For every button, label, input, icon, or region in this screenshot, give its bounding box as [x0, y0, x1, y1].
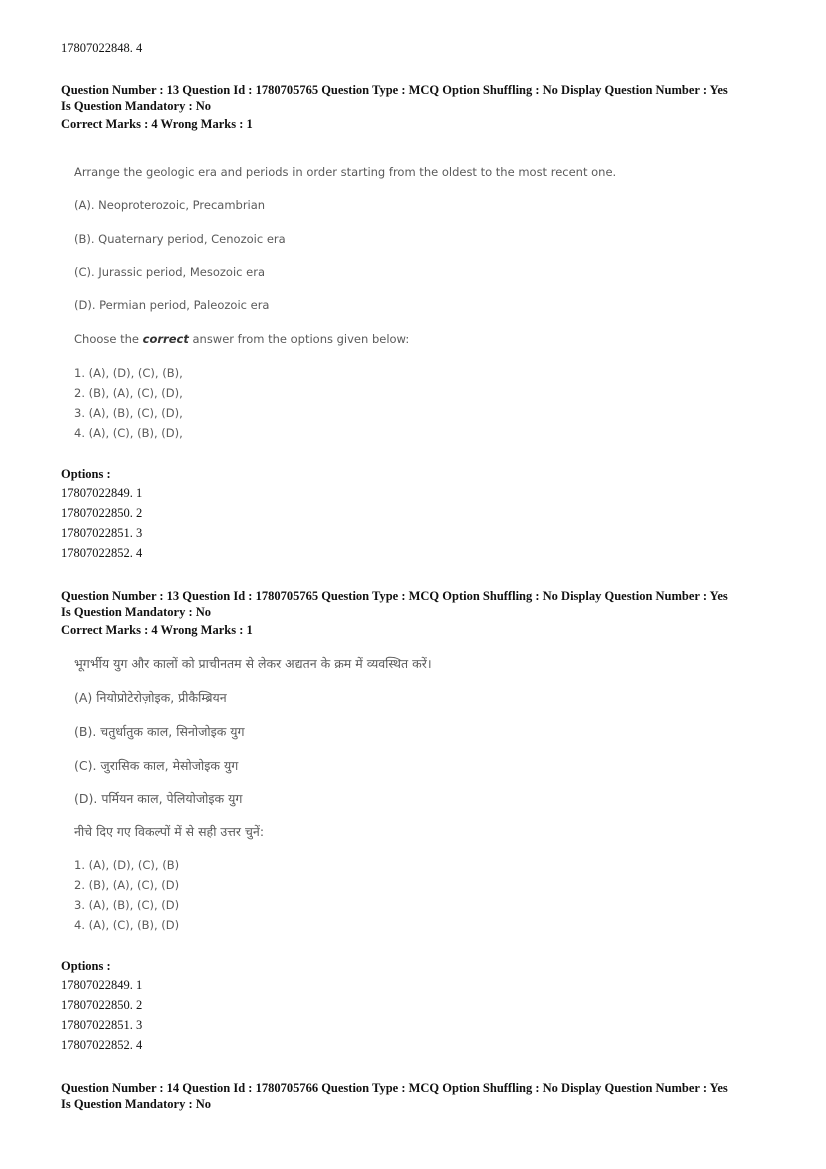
option-line: 17807022850. 2: [61, 506, 143, 520]
question-header: Question Number : 13 Question Id : 1780705765 Question Type : MCQ Option Shuffling : No Display Question Number : Yes: [61, 83, 728, 97]
question-text: Arrange the geologic era and periods in order starting from the oldest to the most recent one.: [74, 165, 617, 179]
option-line: 17807022848. 4: [61, 41, 143, 55]
option-line: 17807022850. 2: [61, 998, 143, 1012]
answer-choice: 2. (B), (A), (C), (D): [74, 878, 180, 892]
question-mandatory: Is Question Mandatory : No: [61, 605, 212, 619]
question-item: (A). Neoproterozoic, Precambrian: [74, 198, 266, 212]
answer-choice: 3. (A), (B), (C), (D),: [74, 406, 183, 420]
question-item: (B). Quaternary period, Cenozoic era: [74, 232, 286, 246]
question-item: (D). Permian period, Paleozoic era: [74, 298, 270, 312]
question-mandatory: Is Question Mandatory : No: [61, 99, 212, 113]
answer-choice: 1. (A), (D), (C), (B): [74, 858, 180, 872]
question-marks: Correct Marks : 4 Wrong Marks : 1: [61, 117, 253, 131]
answer-choice: 2. (B), (A), (C), (D),: [74, 386, 183, 400]
option-line: 17807022849. 1: [61, 978, 143, 992]
question-item: (C). Jurassic period, Mesozoic era: [74, 265, 265, 279]
option-line: 17807022852. 4: [61, 1038, 143, 1052]
question-item: (D). पर्मियन काल, पेलियोजोइक युग: [74, 791, 243, 806]
option-line: 17807022849. 1: [61, 486, 143, 500]
question-instruction: नीचे दिए गए विकल्पों में से सही उत्तर चुनें:: [74, 824, 265, 839]
question-header: Question Number : 14 Question Id : 1780705766 Question Type : MCQ Option Shuffling : No Display Question Number : Yes: [61, 1081, 728, 1095]
options-label: Options :: [61, 467, 111, 481]
question-header: Question Number : 13 Question Id : 1780705765 Question Type : MCQ Option Shuffling : No Display Question Number : Yes: [61, 589, 728, 603]
answer-choice: 4. (A), (C), (B), (D): [74, 918, 180, 932]
answer-choice: 1. (A), (D), (C), (B),: [74, 366, 183, 380]
answer-choice: 3. (A), (B), (C), (D): [74, 898, 180, 912]
emphasis-word: correct: [142, 332, 189, 346]
question-item: (B). चतुर्धातुक काल, सिनोजोइक युग: [74, 724, 245, 739]
option-line: 17807022852. 4: [61, 546, 143, 560]
question-marks: Correct Marks : 4 Wrong Marks : 1: [61, 623, 253, 637]
question-item: (A) नियोप्रोटेरोज़ोइक, प्रीकैम्ब्रियन: [74, 690, 227, 705]
option-line: 17807022851. 3: [61, 526, 143, 540]
option-line: 17807022851. 3: [61, 1018, 143, 1032]
question-mandatory: Is Question Mandatory : No: [61, 1097, 212, 1111]
question-item: (C). जुरासिक काल, मेसोजोइक युग: [74, 758, 239, 773]
question-text: भूगर्भीय युग और कालों को प्राचीनतम से लेकर अद्यतन के क्रम में व्यवस्थित करें।: [74, 656, 432, 671]
question-instruction: Choose the correct answer from the options given below:: [74, 332, 410, 346]
answer-choice: 4. (A), (C), (B), (D),: [74, 426, 183, 440]
options-label: Options :: [61, 959, 111, 973]
